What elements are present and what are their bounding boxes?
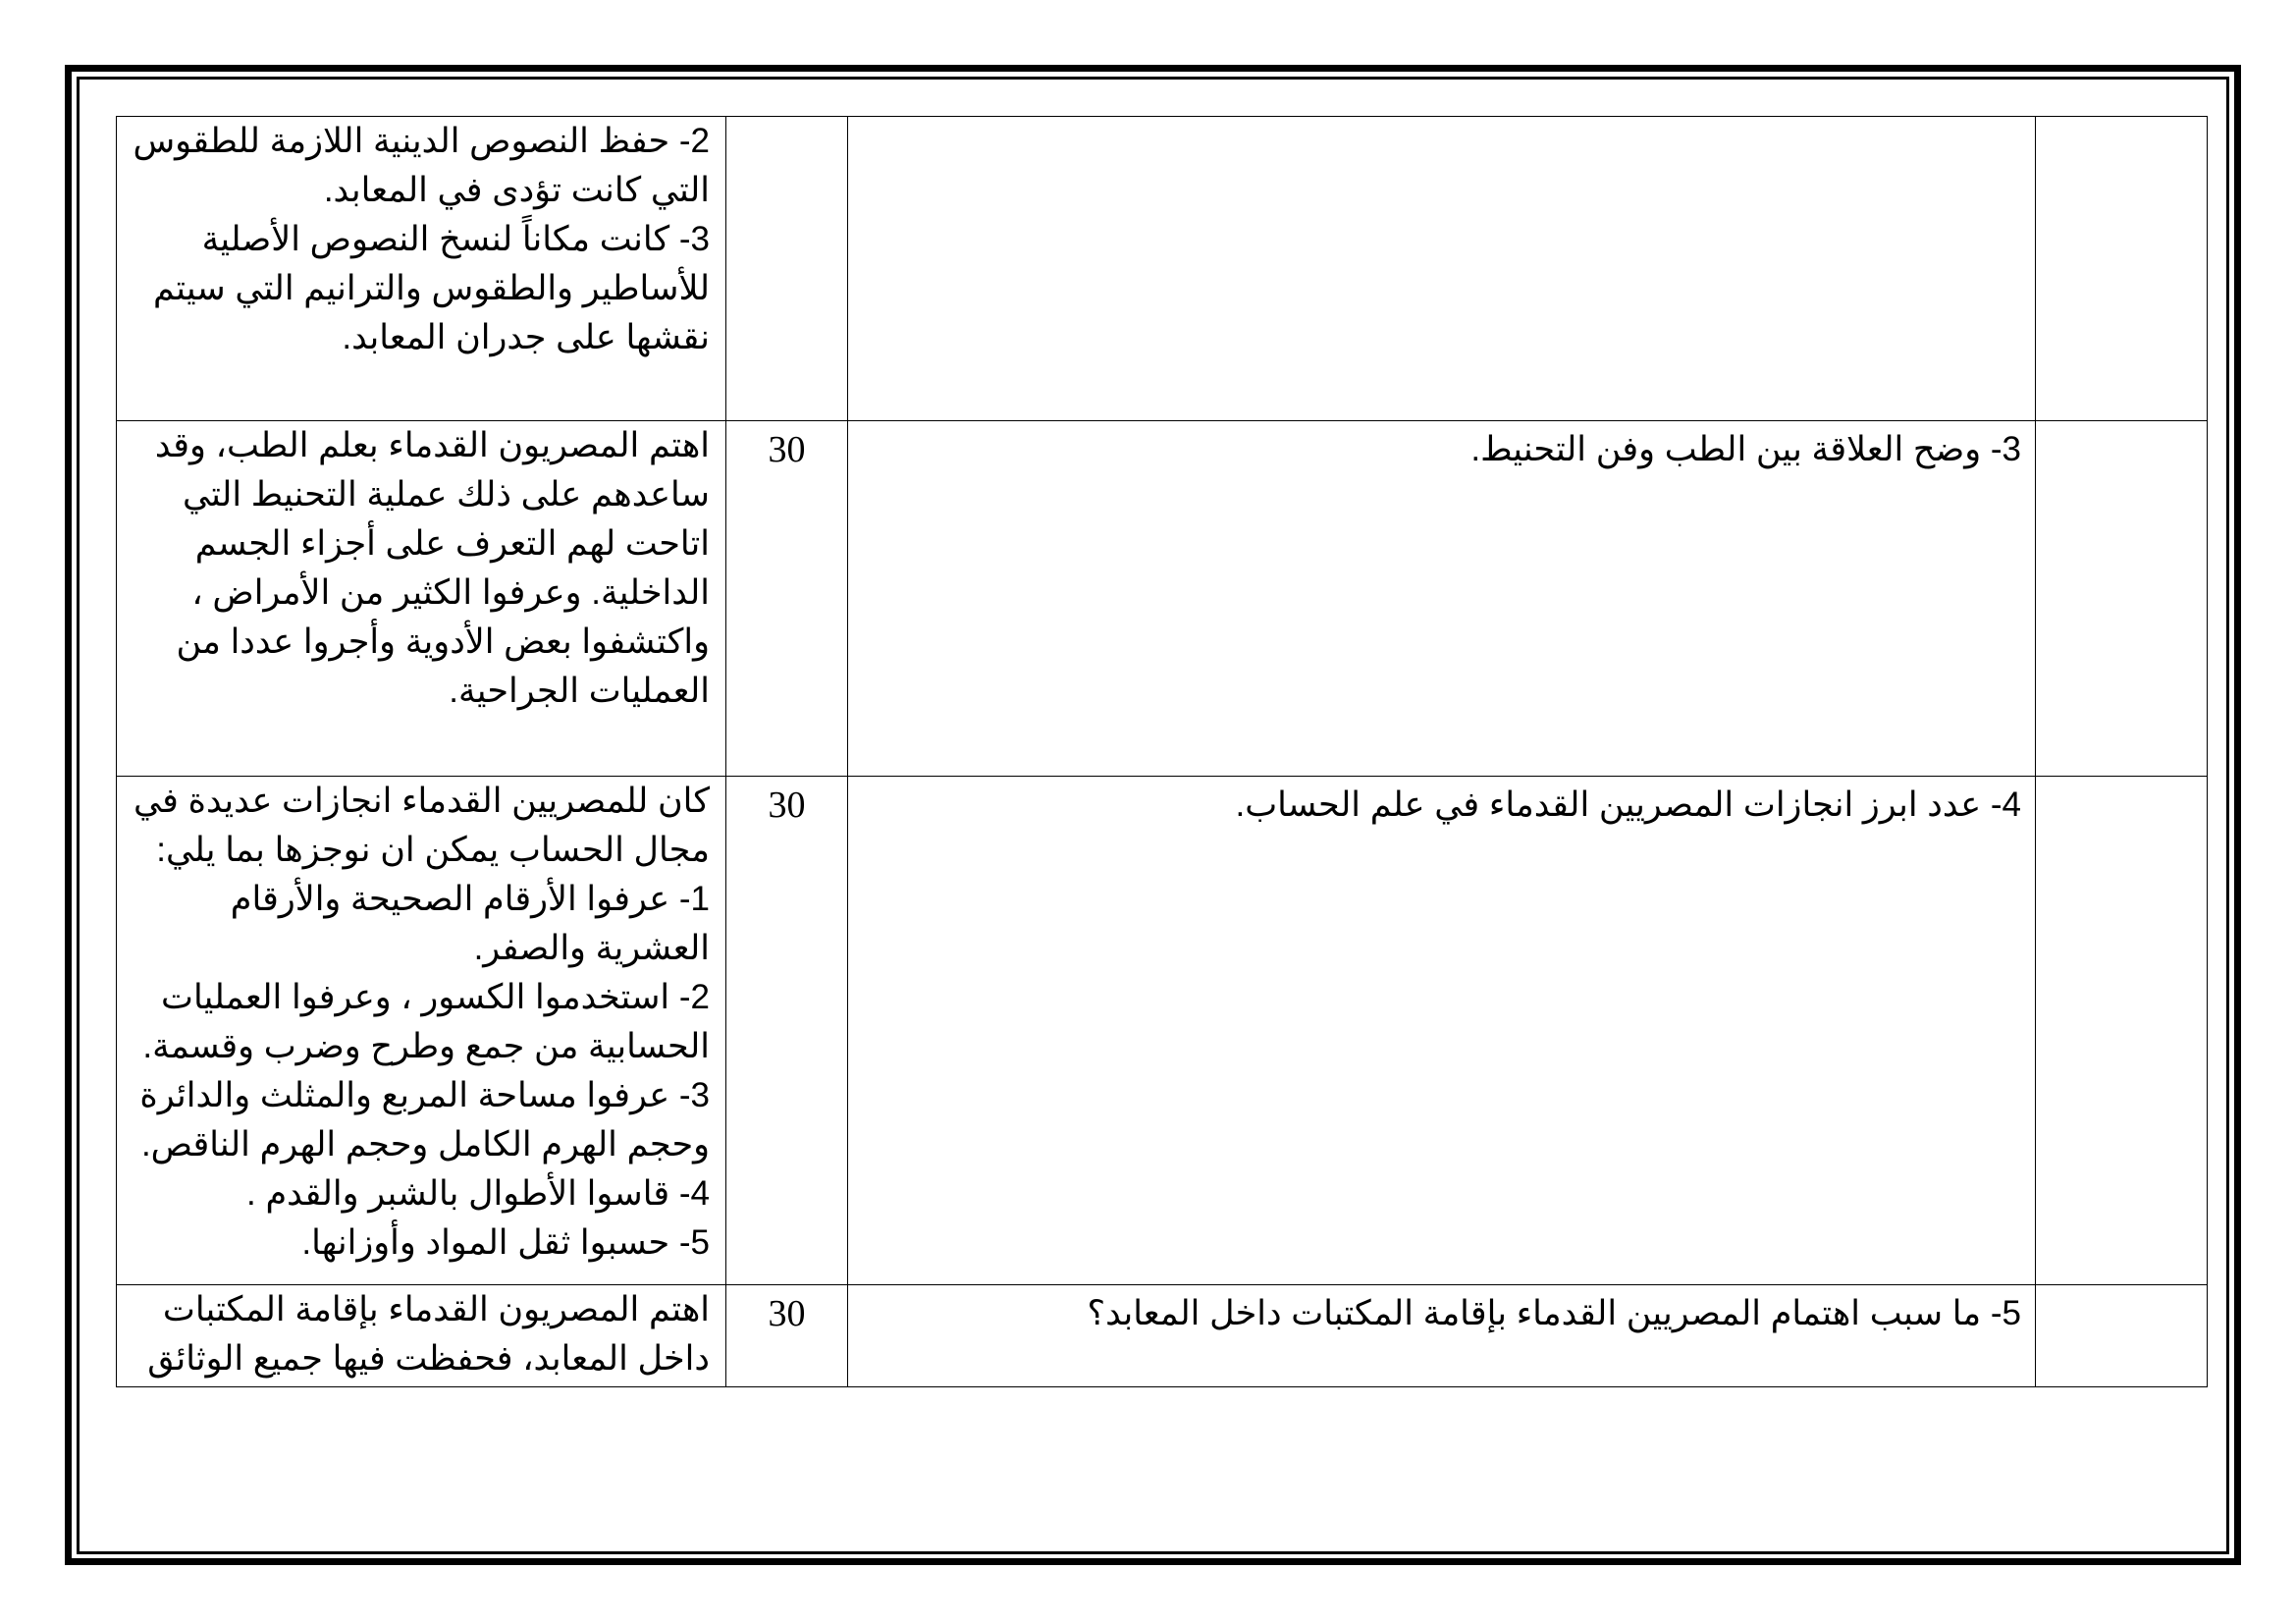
table-row bbox=[117, 421, 2208, 777]
answer-line: واكتشفوا بعض الأدوية وأجروا عددا من bbox=[176, 623, 710, 661]
question-cell bbox=[848, 777, 2036, 1285]
answer-text bbox=[117, 421, 725, 716]
answer-line: اهتم المصريون القدماء بإقامة المكتبات bbox=[162, 1290, 710, 1328]
answer-cell bbox=[117, 1285, 726, 1387]
answer-line: نقشها على جدران المعابد. bbox=[342, 318, 710, 356]
answer-line: للأساطير والطقوس والترانيم التي سيتم bbox=[152, 269, 710, 307]
question-text: 4- عدد ابرز انجازات المصريين القدماء في علم الحساب. bbox=[1235, 785, 2021, 824]
table-row bbox=[117, 1285, 2208, 1387]
table-row bbox=[117, 117, 2208, 421]
answer-line: 2- استخدموا الكسور ، وعرفوا العمليات bbox=[161, 978, 710, 1016]
mark-value: 30 bbox=[768, 785, 806, 826]
number-cell bbox=[2036, 1285, 2208, 1387]
mark-cell bbox=[726, 777, 848, 1285]
answer-line: ساعدهم على ذلك عملية التحنيط التي bbox=[182, 475, 710, 514]
question-cell bbox=[848, 117, 2036, 421]
answer-line: اهتم المصريون القدماء بعلم الطب، وقد bbox=[154, 426, 710, 464]
mark-cell bbox=[726, 117, 848, 421]
answer-line: الحسابية من جمع وطرح وضرب وقسمة. bbox=[142, 1027, 710, 1065]
answer-line: كان للمصريين القدماء انجازات عديدة في bbox=[133, 782, 710, 820]
answer-text bbox=[117, 1285, 725, 1383]
number-cell bbox=[2036, 421, 2208, 777]
answer-key-table bbox=[116, 116, 2208, 1387]
answer-text bbox=[117, 777, 725, 1268]
mark-cell bbox=[726, 421, 848, 777]
number-cell bbox=[2036, 777, 2208, 1285]
mark-cell bbox=[726, 1285, 848, 1387]
answer-cell bbox=[117, 117, 726, 421]
answer-cell bbox=[117, 421, 726, 777]
answer-line: العشرية والصفر. bbox=[473, 929, 710, 967]
answer-line: 4- قاسوا الأطوال بالشبر والقدم . bbox=[246, 1174, 710, 1213]
answer-line: وحجم الهرم الكامل وحجم الهرم الناقص. bbox=[140, 1125, 710, 1164]
question-cell bbox=[848, 1285, 2036, 1387]
question-cell bbox=[848, 421, 2036, 777]
answer-text bbox=[117, 117, 725, 362]
mark-value: 30 bbox=[768, 1293, 806, 1334]
answer-line: مجال الحساب يمكن ان نوجزها بما يلي: bbox=[156, 831, 710, 869]
answer-line: 3- عرفوا مساحة المربع والمثلث والدائرة bbox=[139, 1076, 710, 1114]
table-row bbox=[117, 777, 2208, 1285]
answer-line: 2- حفظ النصوص الدينية اللازمة للطقوس bbox=[133, 122, 710, 160]
answer-line: 5- حسبوا ثقل المواد وأوزانها. bbox=[301, 1223, 710, 1262]
question-text: 5- ما سبب اهتمام المصريين القدماء بإقامة المكتبات داخل المعابد؟ bbox=[1087, 1294, 2021, 1332]
answer-line: 1- عرفوا الأرقام الصحيحة والأرقام bbox=[230, 880, 710, 918]
answer-line: العمليات الجراحية. bbox=[449, 672, 710, 710]
answer-line: التي كانت تؤدى في المعابد. bbox=[323, 171, 710, 209]
answer-cell bbox=[117, 777, 726, 1285]
answer-line: داخل المعابد، فحفظت فيها جميع الوثائق bbox=[147, 1339, 710, 1378]
answer-line: اتاحت لهم التعرف على أجزاء الجسم bbox=[194, 524, 710, 563]
number-cell bbox=[2036, 117, 2208, 421]
answer-line: 3- كانت مكاناً لنسخ النصوص الأصلية bbox=[201, 220, 710, 258]
mark-value: 30 bbox=[768, 429, 806, 470]
answer-line: الداخلية. وعرفوا الكثير من الأمراض ، bbox=[191, 573, 710, 612]
question-text: 3- وضح العلاقة بين الطب وفن التحنيط. bbox=[1470, 430, 2021, 468]
